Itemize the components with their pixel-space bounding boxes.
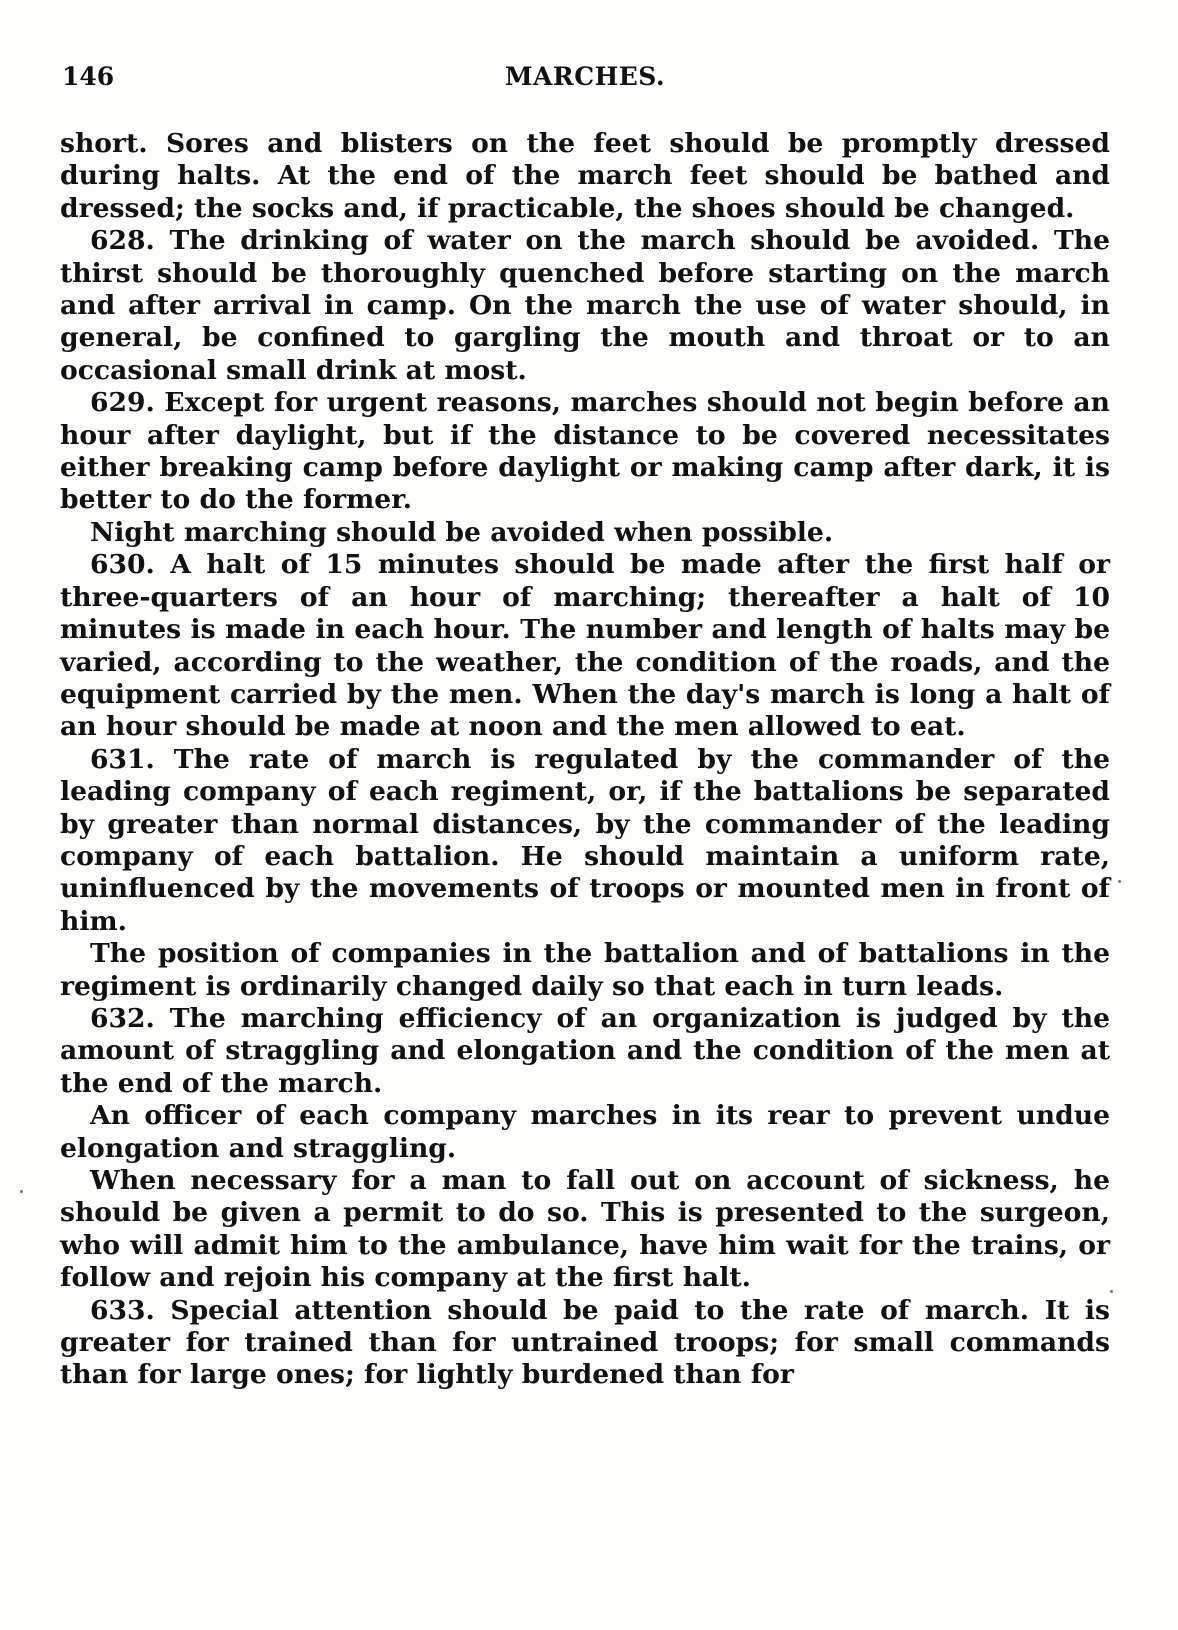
paragraph (60, 744, 1110, 938)
paragraph-text: The drinking of water on the march should be avoided. The thirst should be thoroughly quenched before starting on the march and after arrival in camp. On the march the use of water should, in general, be confined to gargling the mouth and throat or to an occasional small drink at most. (60, 225, 1111, 386)
paragraph-number: 629. (90, 387, 155, 419)
paragraph-text: A halt of 15 minutes should be made after the first half or three-quarters of an hour of marching; thereafter a halt of 10 minutes is made in each hour. The number and length of halts may be varied, according to the weather, the condition of the roads, and the equipment carried by the men. When the day's march is long a halt of an hour should be made at noon and the men allowed to eat. (60, 549, 1110, 743)
paragraph (60, 1100, 1110, 1165)
paragraph-number: 628. (90, 225, 155, 257)
paragraph (60, 517, 1110, 549)
paragraph (60, 128, 1110, 225)
paragraph-text: Night marching should be avoided when possible. (90, 516, 834, 548)
paragraph-text: short. Sores and blisters on the feet should be promptly dressed during halts. At the end of the march feet should be bathed and dressed; the socks and, if practicable, the shoes should be changed. (60, 128, 1110, 224)
paragraph (60, 1165, 1110, 1295)
paragraph (60, 1295, 1110, 1392)
print-speck (1110, 1290, 1113, 1293)
paragraph-text: Special attention should be paid to the rate of march. It is greater for trained than for untrained troops; for small commands than for large ones; for lightly burdened than for (60, 1294, 1110, 1391)
page-number: 146 (62, 62, 115, 91)
running-head: MARCHES. (504, 62, 666, 91)
page-body (60, 128, 1110, 1392)
paragraph-text: When necessary for a man to fall out on account of sickness, he should be given a permit to do so. This is presented to the surgeon, who will admit him to the ambulance, have him wait for the trains, or follow and rejoin his company at the first halt. (60, 1165, 1110, 1294)
paragraph (60, 938, 1110, 1003)
print-speck (1118, 880, 1121, 883)
paragraph-number: 630. (90, 549, 155, 581)
paragraph-text: The position of companies in the battalion and of battalions in the regiment is ordinarily changed daily so that each in turn leads. (60, 938, 1110, 1002)
page-header (62, 62, 1108, 102)
paragraph-number: 631. (90, 743, 155, 775)
paragraph-number: 633. (90, 1294, 155, 1326)
paragraph-text: Except for urgent reasons, marches should not begin before an hour after daylight, but if the distance to be covered necessitates either breaking camp before daylight or making camp after dark, it is better to do the former. (60, 387, 1110, 516)
paragraph-text: The rate of march is regulated by the commander of the leading company of each regiment, or, if the battalions be separated by greater than normal distances, by the commander of the leading company of each battalion. He should maintain a uniform rate, uninfluenced by the movements of troops or mounted men in front of him. (60, 743, 1110, 937)
paragraph (60, 1003, 1110, 1100)
paragraph (60, 387, 1110, 517)
paragraph (60, 549, 1110, 743)
paragraph-text: The marching efficiency of an organization is judged by the amount of straggling and elongation and the condition of the men at the end of the march. (60, 1002, 1110, 1099)
paragraph-number: 632. (90, 1002, 155, 1034)
paragraph-text: An officer of each company marches in its rear to prevent undue elongation and straggling. (60, 1100, 1110, 1164)
print-speck (20, 1190, 23, 1193)
paragraph (60, 225, 1110, 387)
